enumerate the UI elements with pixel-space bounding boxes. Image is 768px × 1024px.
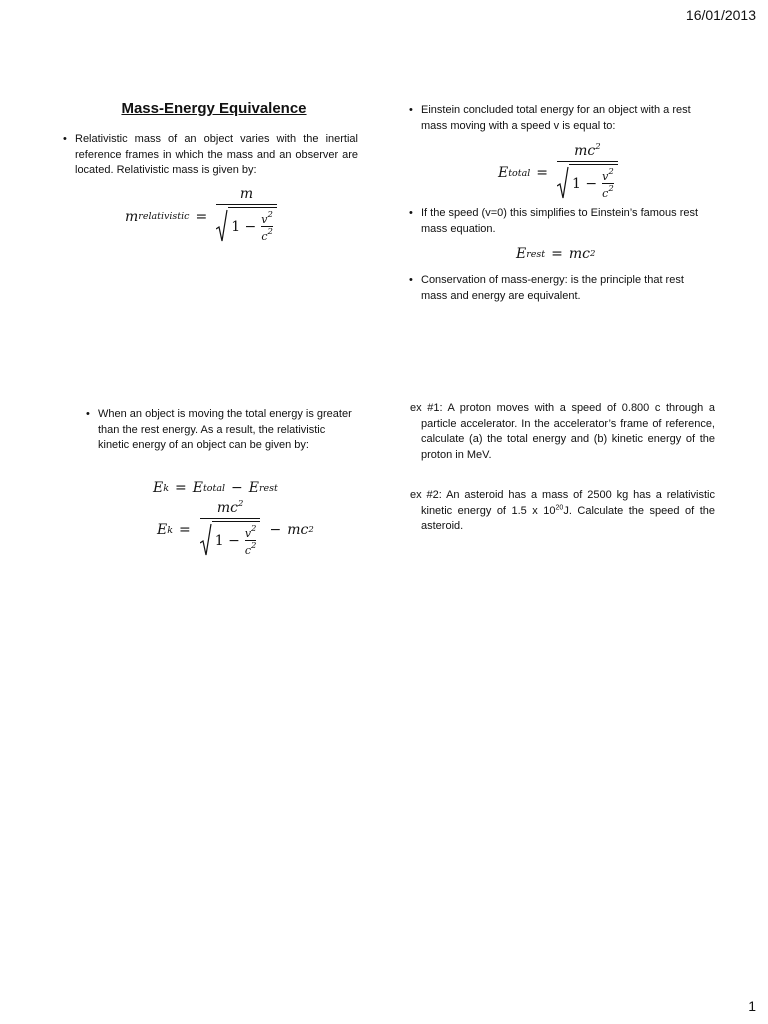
sqrt-symbol: 1 − $\frac{v^2}{c^2}$ <box>200 521 261 557</box>
bullet-rest-energy: • If the speed (v=0) this simplifies to Einstein’s famous rest mass equation. <box>408 206 708 237</box>
page-number: 1 <box>748 998 756 1014</box>
total-energy-bullets <box>408 103 708 134</box>
kinetic-energy-bullets <box>85 407 355 454</box>
kinetic-energy-equation-2: E k = $mc^2$ 1 − $\frac{v^2}{c^2}$ − mc 2 <box>157 499 314 561</box>
relativistic-mass-equation: m relativistic = m 1 − $\frac{v^2}{c^2}$ <box>125 186 280 247</box>
slide-title: Mass-Energy Equivalence <box>121 100 307 117</box>
bullet-total-energy: • Einstein concluded total energy for an object with a rest mass moving with a speed v is equal to: <box>408 103 708 134</box>
conservation-bullets <box>408 273 708 304</box>
example-1: ex #1: A proton moves with a speed of 0.800 c through a particle accelerator. In the accelerator’s frame of reference, calculate (a) the total energy and (b) kinetic energy of the proton in MeV. <box>410 402 715 461</box>
bullet-relativistic-mass: • Relativistic mass of an object varies with the inertial reference frames in which the mass and an observer are located. Relativistic mass is given by: <box>62 132 358 179</box>
sqrt-symbol: 1 − $\frac{v^2}{c^2}$ <box>216 207 277 243</box>
bullet-kinetic-energy: • When an object is moving the total energy is greater than the rest energy. As a result, the relativistic kinetic energy of an object can be given by: <box>85 407 355 454</box>
rest-energy-bullets <box>408 206 708 237</box>
rest-energy-equation: E rest = mc 2 <box>516 246 596 262</box>
example-2: ex #2: An asteroid has a mass of 2500 kg has a relativistic kinetic energy of 1.5 x $10^{20}J$. Calculate the speed of the asteroid. <box>410 489 715 532</box>
bullet-conservation: • Conservation of mass-energy: is the principle that rest mass and energy are equivalent. <box>408 273 708 304</box>
kinetic-energy-equation-1: E k = E total − E rest <box>153 480 278 496</box>
header-date: 16/01/2013 <box>685 7 756 23</box>
relativistic-mass-bullets <box>62 132 358 179</box>
total-energy-equation: E total = $mc^2$ 1 − $\frac{v^2}{c^2}$ <box>498 142 621 204</box>
sqrt-symbol: 1 − $\frac{v^2}{c^2}$ <box>557 164 618 200</box>
